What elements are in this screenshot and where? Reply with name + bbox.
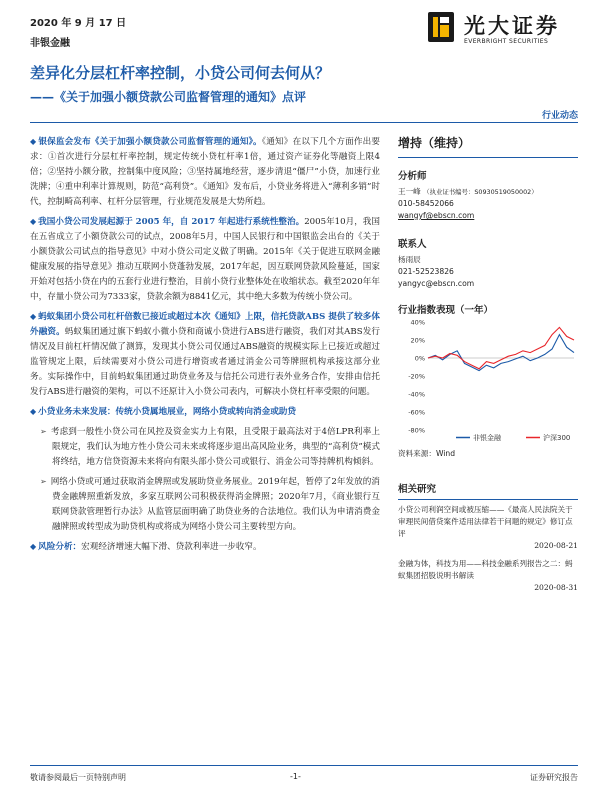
logo-text-en: EVERBRIGHT SECURITIES [464,38,549,45]
outlook-item [36,424,380,470]
brand-logo [426,8,576,52]
sector-label: 非银金融 [30,38,70,49]
legend-label: 沪深300 [543,434,571,442]
bullet-diamond-icon: ◆ [30,217,37,226]
bullet-arrow-icon: ➢ [40,427,47,436]
analyst-cert: （执业证书编号：S0930519050002） [423,188,538,196]
paragraph-heading: 我国小贷公司发展起源于 2005 年，自 2017 年起进行系统性整治。 [38,217,305,227]
legend-label: 非银金融 [473,434,501,442]
related-item[interactable] [398,558,578,594]
chart-title: 行业指数表现（一年） [398,305,494,316]
sidebar [398,134,578,600]
related-heading: 相关研究 [398,484,437,495]
y-tick-label: 20% [410,336,425,345]
contact-info [398,254,578,290]
related-item-date: 2020-08-31 [534,583,578,592]
footer-divider [30,765,578,766]
related-item-text: 金融为体，科技为用——科技金融系列报告之二：蚂蚁集团招股说明书解读 [398,559,573,580]
related-item-text: 小贷公司利润空间或被压缩——《最高人民法院关于审理民间借贷案件适用法律若干问题的规定》修订点评 [398,505,573,538]
logo-text-cn: 光大证券 [464,13,560,38]
rating: 增持（维持） [398,136,471,150]
related-item[interactable] [398,504,578,552]
y-tick-label: 40% [410,318,425,327]
paragraph-heading: 蚂蚁集团小贷公司杠杆倍数已接近或超过本次《通知》上限，信托贷款ABS 提供了较多体外融资。 [30,312,380,337]
y-tick-label: -40% [408,390,425,399]
paragraph-outlook [30,404,380,420]
paragraph-heading: 银保监会发布《关于加强小额贷款公司监督管理的通知》。 [38,137,262,147]
paragraph-text: 宏观经济增速大幅下滑、贷款利率进一步收窄。 [81,542,262,552]
y-tick-label: -20% [408,372,425,381]
paragraph-ant-group [30,309,380,400]
footer-report-label: 证券研究报告 [530,773,578,782]
page-subtitle: ——《关于加强小额贷款公司监督管理的通知》点评 [30,90,307,104]
bullet-diamond-icon: ◆ [30,312,37,321]
analyst-info [398,186,578,222]
related-divider [398,499,578,500]
outlook-item [36,474,380,535]
logo-mark-icon [426,10,456,44]
analyst-name: 王一峰 [398,187,421,196]
contact-email: yangyc@ebscn.com [398,279,475,288]
bullet-diamond-icon: ◆ [30,407,37,416]
report-date: 2020 年 9 月 17 日 [30,18,127,29]
series-line-非银金融 [428,335,574,371]
index-chart-svg [398,318,578,446]
paragraph-heading: 小贷业务未来发展：传统小贷属地展业，网络小贷或转向消金或助贷 [38,407,296,417]
report-type: 行业动态 [541,111,578,121]
paragraph-risk [30,539,380,555]
bullet-diamond-icon: ◆ [30,542,37,551]
bullet-diamond-icon: ◆ [30,137,37,146]
contact-name: 杨雨辰 [398,255,421,264]
header-divider [30,122,578,123]
page-title: 差异化分层杠杆率控制，小贷公司何去何从？ [30,64,331,82]
related-item-date: 2020-08-21 [534,541,578,550]
page-number: -1- [290,772,301,781]
paragraph-regulation [30,134,380,210]
analyst-heading: 分析师 [398,171,427,182]
index-chart [398,318,578,446]
sidebar-divider [398,157,578,158]
paragraph-text: 2005年10月，我国在五省成立了小额贷款公司的试点，2008年5月，中国人民银行和中国银监会出台的《关于小额贷款公司试点的指导意见》中对小贷公司定义做了明确。2015年《关于促进互联网金融健康发展的指导意见》推动互联网小贷蓬勃发展，2017年起，因互联网贷款风险蔓延，国家开始对包括小贷在内的五套行业进行整治，目前小贷行业整体处在收缩状态。截至2020年年中，存量小贷公司为7333家，贷款余额为8841亿元，其中绝大多数为传统小贷公司。 [30,217,380,302]
outlook-item-text: 考虑到一般性小贷公司在风控及资金实力上有限，且受限于最高法对于4倍LPR利率上限规定，我们认为地方性小贷公司未来或将逐步退出高风险业务，典型的“高利贷”模式将终结，地方信贷资源未来将向有限头部小贷公司或银行、消金公司等持牌机构倾斜。 [50,427,380,467]
analyst-email-link[interactable]: wangyf@ebscn.com [398,211,475,220]
footer-disclaimer: 敬请参阅最后一页特别声明 [30,773,126,782]
analyst-phone: 010-58452066 [398,199,454,208]
chart-source: 资料来源：Wind [398,449,456,458]
contact-phone: 021-52523826 [398,267,454,276]
y-tick-label: -60% [408,408,425,417]
paragraph-heading: 风险分析： [38,542,82,552]
outlook-item-text: 网络小贷或可通过获取消金牌照或发展助贷业务展业。2019年起，暂停了2年发放的消费金融牌照重新发放，多家互联网公司积极获得消金牌照；2020年7月，《商业银行互联网贷款管理暂行办法》从监管层面明确了助贷业务的合法地位。我们认为申请消费金融牌照或转型成为助贷机构或将成为网络小贷公司主要转型方向。 [50,477,380,532]
main-body [30,134,380,559]
paragraph-text: 《通知》在以下几个方面作出要求：①首次进行分层杠杆率控制，规定传统小贷杠杆率1倍，通过资产证券化等融资上限4倍；②坚持小额分散，控制集中度风险；③坚持属地经营，逐步清退“僵尸”小贷，加速行业洗牌；④重申利率计算规则，防范“高利贷”。《通知》发布后，小贷业务将进入“薄利多销”时代，控制畸高利率、杠杆分层管理，行业规范发展是大势所趋。 [30,137,381,207]
paragraph-text: 蚂蚁集团通过旗下蚂蚁小微小贷和商诚小贷进行ABS进行融资，我们对其ABS发行情况及目前杠杆情况做了测算，发现其小贷公司仅通过ABS融资的规模实际上已接近或超过监管规定上限，后续需要对小贷公司进行增资或者通过消金公司等牌照机构承接这部分业务。实际操作中，目前蚂蚁集团通过助贷业务及与信托公司进行表外业务合作，安排由信托发行ABS进行融资的架构，可以不还原计入小贷公司表内，可解决小贷杠杆率受限的问题。 [30,327,380,397]
bullet-arrow-icon: ➢ [40,477,47,486]
paragraph-history [30,214,380,305]
contact-heading: 联系人 [398,239,427,250]
y-tick-label: 0% [414,354,425,363]
y-tick-label: -80% [408,426,425,435]
